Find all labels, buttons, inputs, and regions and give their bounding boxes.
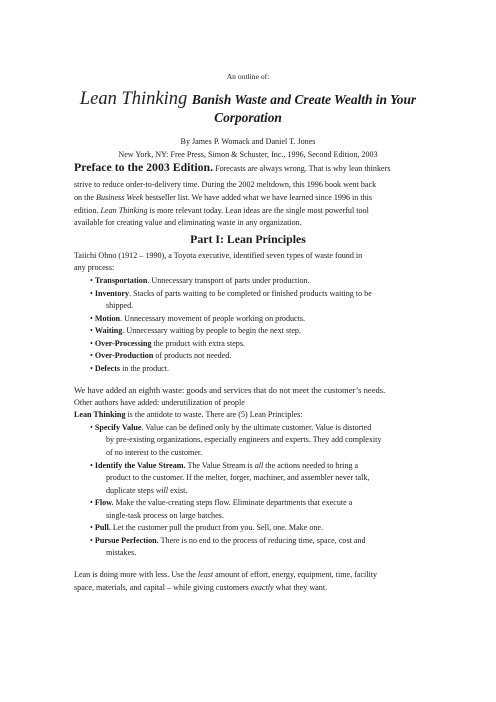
preface-line: on the Business Week bestseller list. We have added what we have learned since 1996 in this — [74, 193, 373, 202]
title-subtitle: Banish Waste and Create Wealth in Your — [191, 92, 417, 107]
title-main: Lean Thinking — [79, 89, 188, 109]
book-title-ref: Lean Thinking — [100, 206, 148, 215]
bullet-icon: • — [90, 461, 93, 470]
publication-line: New York, NY: Free Press, Simon & Schuster, Inc., 1996, Second Edition, 2003 — [118, 150, 378, 159]
bullet-icon: • — [90, 314, 93, 323]
waste-item: • Waiting. Unnecessary waiting by people to begin the next step. — [90, 326, 302, 335]
eighth-waste-line: We have added an eighth waste: goods and services that do not meet the customer’s needs. — [74, 385, 386, 395]
bullet-icon: • — [90, 364, 93, 373]
waste-item: • Motion. Unnecessary movement of people working on products. — [90, 314, 306, 323]
principle-item: • Identify the Value Stream. The Value Stream is all the actions needed to bring a — [90, 461, 359, 470]
bullet-icon: • — [90, 498, 93, 507]
intro-line: any process: — [74, 263, 115, 272]
principle-item-cont: mistakes. — [106, 548, 137, 557]
bullet-icon: • — [90, 536, 93, 545]
outline-label: An outline of: — [226, 72, 270, 81]
principle-item: • Pursue Perfection. There is no end to the process of reducing time, space, cost and — [90, 536, 366, 545]
title-continuation: Corporation — [214, 110, 282, 125]
principle-item: • Pull. Let the customer pull the product from you. Sell, one. Make one. — [90, 523, 324, 532]
preface-line: edition. Lean Thinking is more relevant today. Lean ideas are the single most powerful tool — [74, 206, 369, 215]
waste-item: • Over-Processing the product with extra steps. — [90, 339, 246, 348]
principle-item: • Specify Value. Value can be defined only by the ultimate customer. Value is distorted — [90, 423, 372, 432]
principle-item-cont: by pre-existing organizations, especially engineers and experts. They add complexity — [106, 435, 382, 444]
intro-line: Taiichi Ohno (1912 – 1990), a Toyota executive, identified seven types of waste found in — [74, 251, 363, 260]
closing-line: space, materials, and capital – while giving customers exactly what they want. — [74, 583, 328, 592]
bullet-icon: • — [90, 276, 93, 285]
waste-item-cont: shipped. — [106, 301, 134, 310]
authors-line: By James P. Womack and Daniel T. Jones — [180, 137, 316, 146]
preface-heading-line — [74, 162, 390, 174]
waste-item: • Defects in the product. — [90, 364, 170, 373]
bullet-icon: • — [90, 289, 93, 298]
bullet-icon: • — [90, 339, 93, 348]
waste-item: • Over-Production of products not needed. — [90, 351, 232, 360]
waste-item: • Inventory. Stacks of parts waiting to be completed or finished products waiting to be — [90, 289, 372, 298]
preface-text: Forecasts are always wrong. That is why lean thinkers — [215, 164, 391, 173]
bullet-icon: • — [90, 423, 93, 432]
book-title-ref: Business Week — [96, 193, 144, 202]
preface-line: strive to reduce order-to-delivery time. During the 2002 meltdown, this 1996 book went back — [74, 180, 377, 189]
bullet-icon: • — [90, 523, 93, 532]
part-heading: Part I: Lean Principles — [190, 232, 306, 246]
bullet-icon: • — [90, 351, 93, 360]
principle-item-cont: single-task process on large batches. — [106, 511, 224, 520]
antidote-line: Lean Thinking is the antidote to waste. There are (5) Lean Principles: — [74, 410, 303, 419]
principle-item-cont: duplicate steps will exist. — [106, 486, 188, 495]
preface-heading: Preface to the 2003 Edition. — [74, 160, 214, 174]
closing-line: Lean is doing more with less. Use the least amount of effort, energy, equipment, time, facility — [74, 570, 378, 579]
other-authors-line: Other authors have added: underutilization of people — [74, 398, 245, 407]
principle-item-cont: of no interest to the customer. — [106, 448, 203, 457]
bullet-icon: • — [90, 326, 93, 335]
waste-item: • Transportation. Unnecessary transport of parts under production. — [90, 276, 310, 285]
principle-item: • Flow. Make the value-creating steps flow. Eliminate departments that execute a — [90, 498, 353, 507]
document-title — [0, 88, 496, 111]
principle-item-cont: product to the customer. If the melter, forger, machiner, and assembler never talk, — [106, 473, 370, 482]
preface-line: available for creating value and eliminating waste in any organization. — [74, 218, 302, 227]
